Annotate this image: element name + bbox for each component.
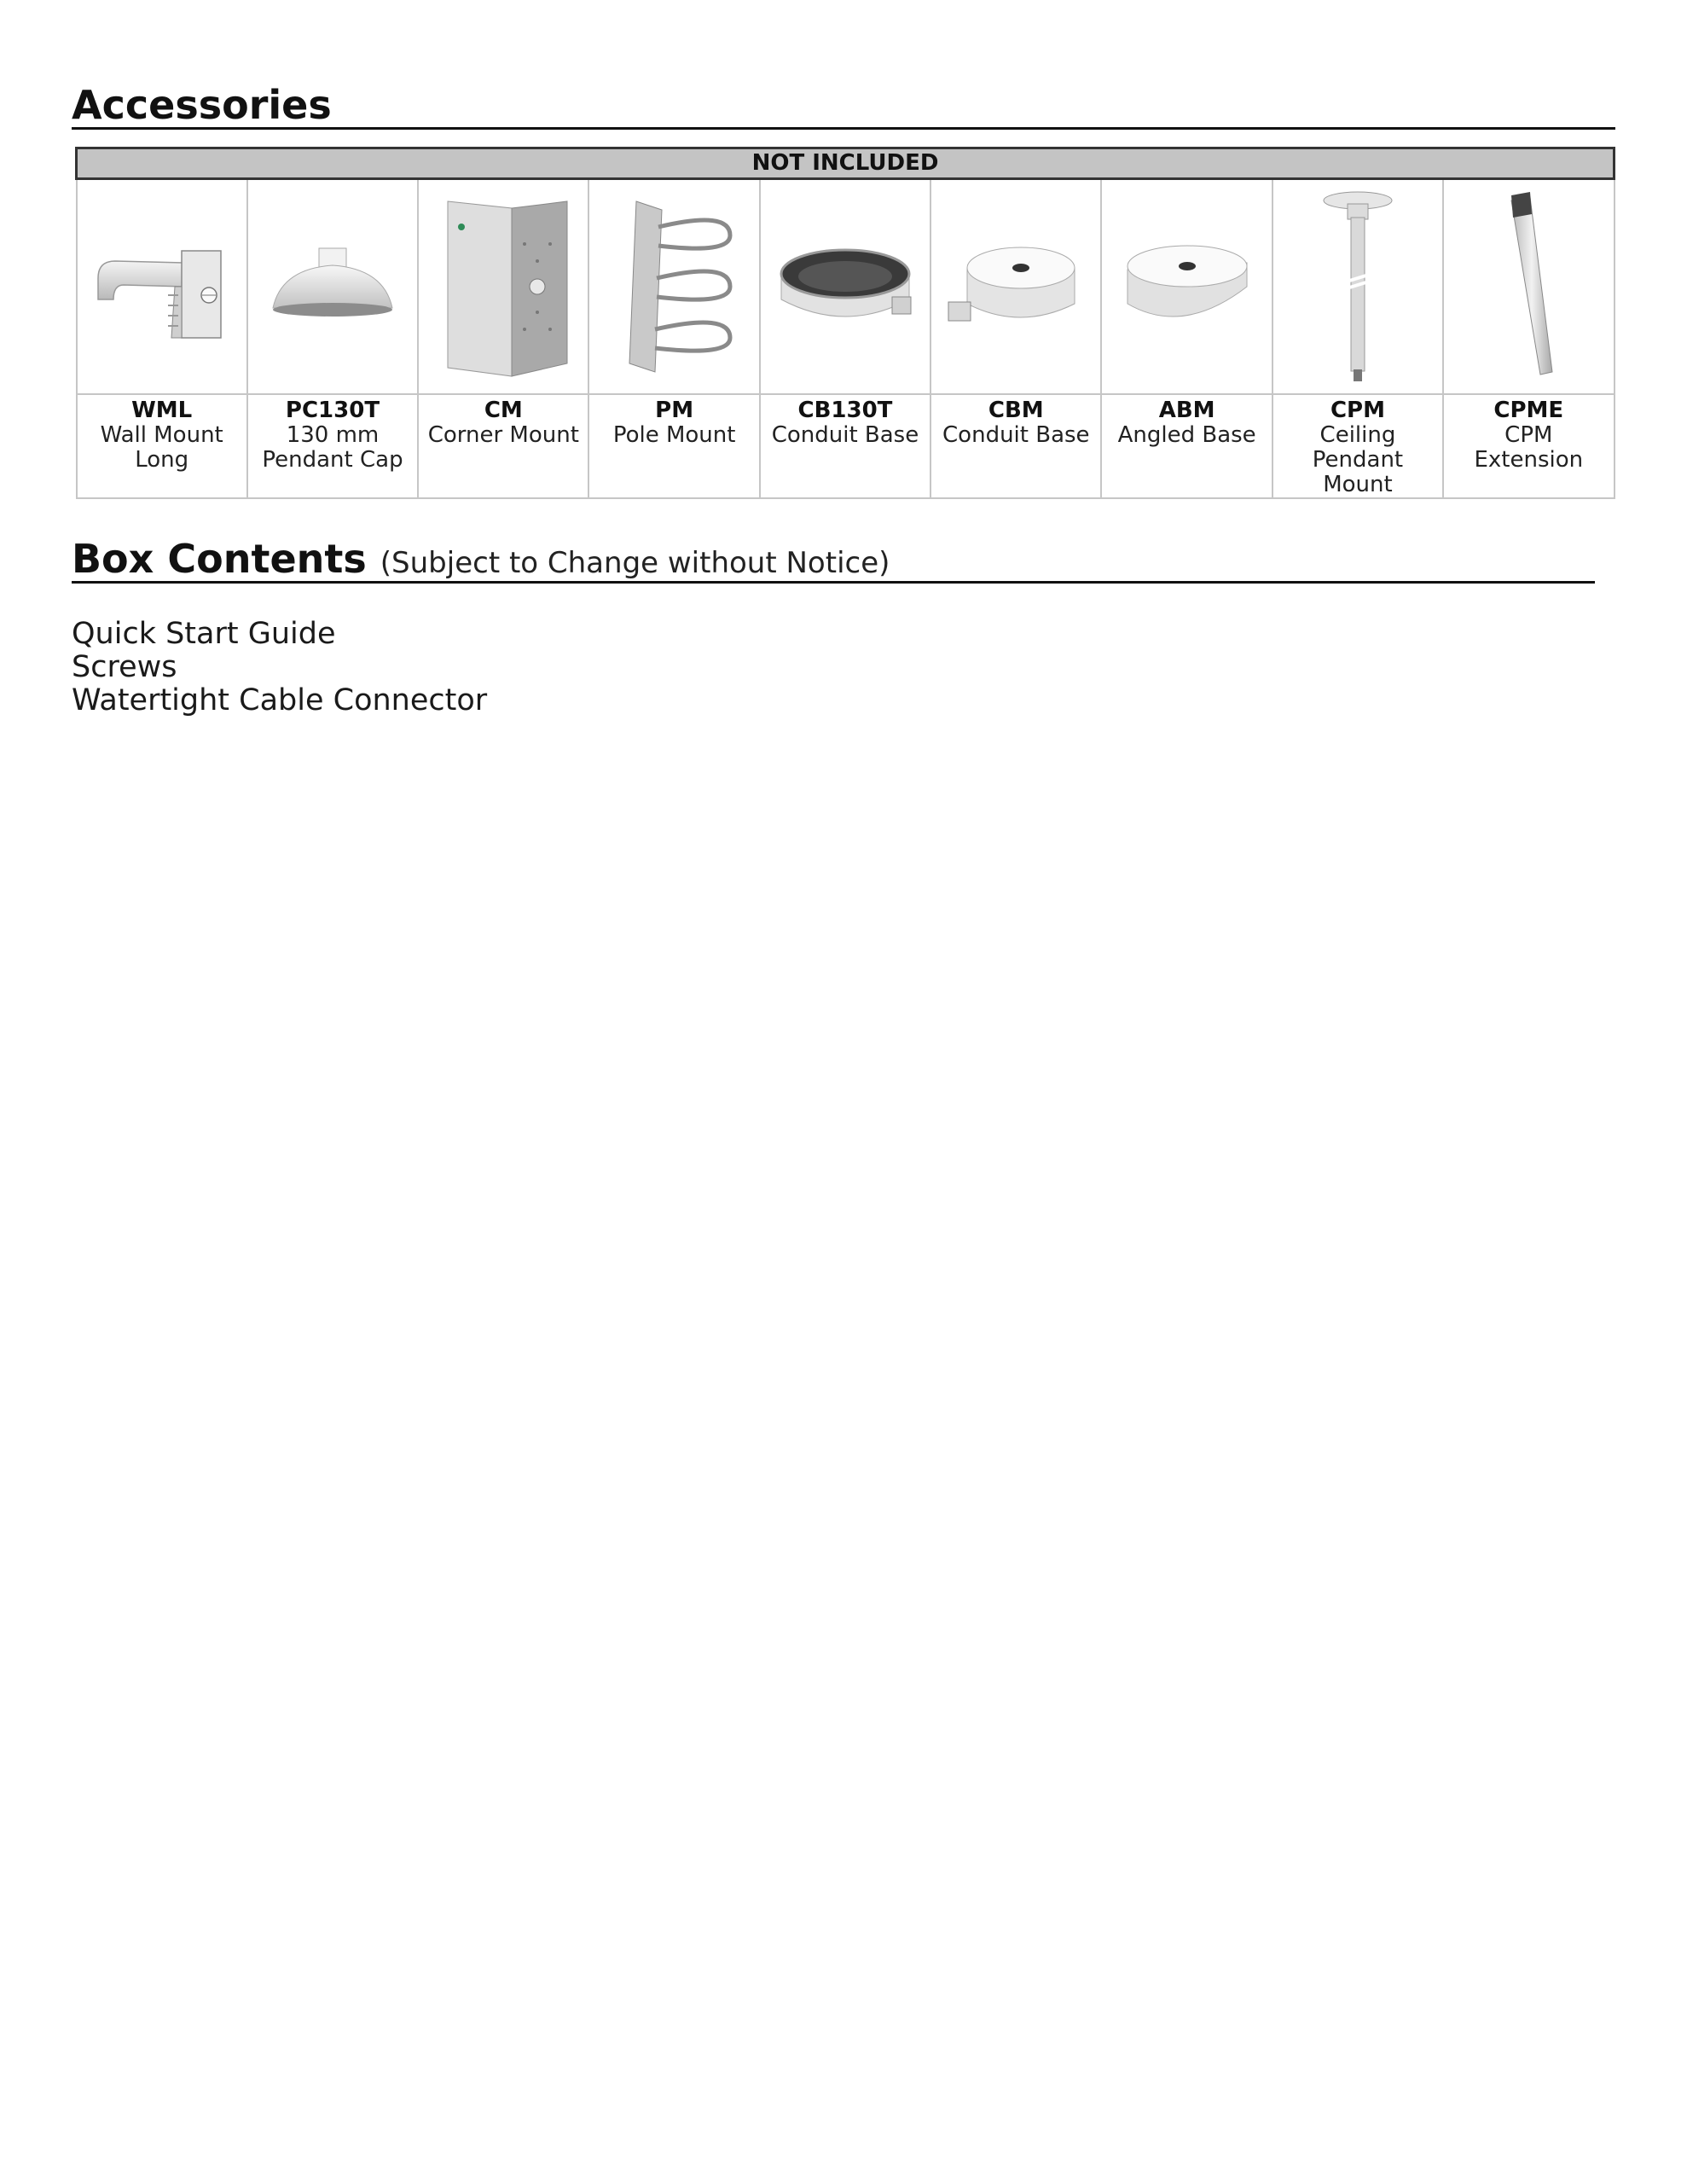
box-contents-heading	[72, 536, 890, 582]
not-included-banner: NOT INCLUDED	[77, 148, 1615, 179]
accessory-image-cell	[1101, 179, 1272, 395]
accessory-description: Conduit Base	[942, 422, 1090, 448]
ceiling-pendant-mount-icon	[1307, 189, 1409, 385]
accessory-code: ABM	[1158, 398, 1215, 423]
accessory-description: CPM	[1504, 422, 1553, 448]
angled-base-icon	[1115, 235, 1260, 338]
accessory-label-cell	[760, 394, 930, 498]
accessories-rule	[72, 127, 1615, 130]
accessory-image-cell	[588, 179, 759, 395]
accessory-label-cell	[1272, 394, 1443, 498]
cpm-extension-icon	[1477, 189, 1580, 385]
corner-mount-icon	[431, 193, 576, 380]
accessory-image-cell	[930, 179, 1101, 395]
accessory-description: Angled Base	[1117, 422, 1256, 448]
accessories-heading: Accessories	[72, 82, 332, 128]
accessory-label-cell	[418, 394, 588, 498]
accessory-description: Wall Mount	[100, 422, 223, 448]
accessory-images-row	[77, 179, 1615, 395]
accessory-code: PC130T	[285, 398, 380, 423]
box-contents-title: Box Contents	[72, 536, 367, 582]
accessory-description: Ceiling	[1319, 422, 1396, 448]
accessory-code: CPM	[1330, 398, 1385, 423]
accessory-image-cell	[1443, 179, 1614, 395]
pendant-cap-icon	[264, 240, 401, 334]
accessory-code: PM	[655, 398, 694, 423]
accessory-image-cell	[77, 179, 247, 395]
accessory-description: Conduit Base	[771, 422, 919, 448]
accessory-code: CPME	[1493, 398, 1564, 423]
accessory-image-cell	[247, 179, 418, 395]
accessory-label-cell	[77, 394, 247, 498]
accessory-description: Mount	[1323, 472, 1393, 497]
accessory-image-cell	[418, 179, 588, 395]
box-contents-subtitle: (Subject to Change without Notice)	[380, 546, 890, 580]
accessory-code: CBM	[988, 398, 1044, 423]
box-contents-list	[72, 618, 487, 717]
accessory-description: Corner Mount	[427, 422, 579, 448]
accessory-description: Pendant	[1312, 447, 1404, 473]
wall-mount-icon	[90, 227, 235, 346]
list-item: Screws	[72, 650, 177, 684]
accessory-description: Extension	[1474, 447, 1584, 473]
accessory-description: Pole Mount	[612, 422, 736, 448]
accessory-label-cell	[930, 394, 1101, 498]
box-contents-rule	[72, 581, 1595, 584]
accessory-label-cell	[1101, 394, 1272, 498]
accessory-description: Long	[135, 447, 189, 473]
accessory-label-cell	[588, 394, 759, 498]
conduit-base-icon	[943, 235, 1088, 338]
accessory-label-cell	[247, 394, 418, 498]
accessory-label-cell	[1443, 394, 1614, 498]
accessory-image-cell	[1272, 179, 1443, 395]
accessory-code: CB130T	[797, 398, 893, 423]
accessory-code: WML	[131, 398, 193, 423]
accessories-table	[75, 147, 1615, 499]
accessory-image-cell	[760, 179, 930, 395]
accessory-description: 130 mm	[286, 422, 380, 448]
pole-mount-icon	[602, 193, 747, 380]
accessory-code: CM	[484, 398, 523, 423]
list-item: Quick Start Guide	[72, 617, 336, 651]
list-item: Watertight Cable Connector	[72, 683, 488, 717]
accessory-labels-row	[77, 394, 1615, 498]
accessory-description: Pendant Cap	[262, 447, 403, 473]
conduit-base-large-icon	[773, 235, 918, 338]
